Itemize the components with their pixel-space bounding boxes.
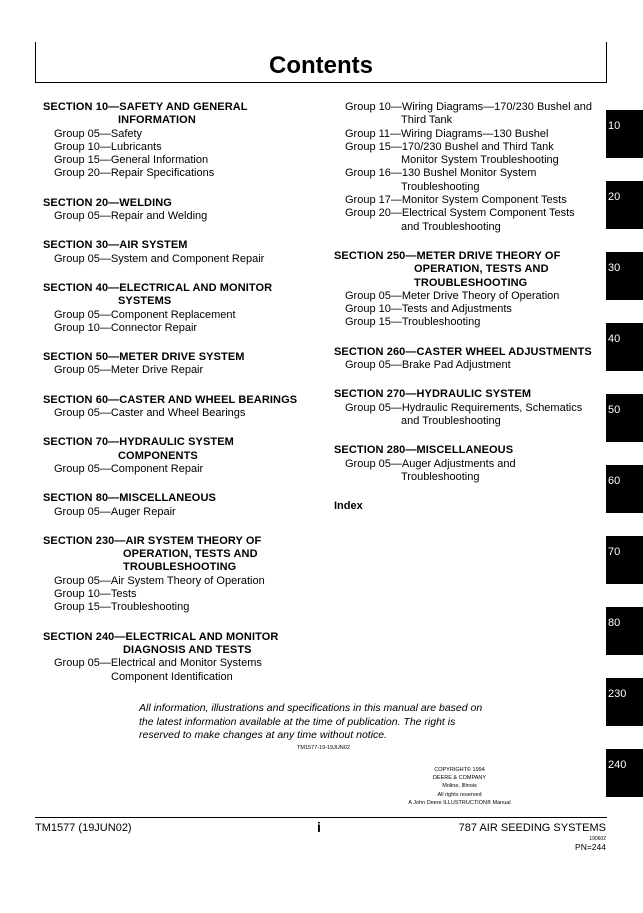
section-heading[interactable] [43, 535, 328, 575]
group-entry[interactable]: Group 05—Caster and Wheel Bearings [54, 407, 246, 420]
section-heading[interactable] [43, 282, 328, 309]
group-entry[interactable]: Group 05—Brake Pad Adjustment [345, 359, 511, 372]
tab-section-50[interactable]: 50 [606, 394, 643, 442]
section-heading-line: SECTION 250—METER DRIVE THEORY OF [334, 249, 561, 262]
section-heading[interactable]: SECTION 270—HYDRAULIC SYSTEM [334, 388, 532, 401]
section-heading-line: OPERATION, TESTS AND [123, 548, 258, 561]
contents-left-column [43, 101, 328, 700]
section-heading-line: TROUBLESHOOTING [123, 561, 237, 574]
tab-section-80[interactable]: 80 [606, 607, 643, 655]
tab-section-60[interactable]: 60 [606, 465, 643, 513]
copyright-line: COPYRIGHT© 1994 [434, 767, 485, 773]
contents-right-column [334, 101, 604, 513]
footer-manual-id: TM1577 (19JUN02) [35, 822, 132, 834]
group-entry[interactable]: Group 05—Component Replacement [54, 308, 236, 321]
section-280 [334, 444, 604, 484]
group-entry[interactable]: Group 05—Meter Drive Theory of Operation [345, 289, 560, 302]
section-heading-line: SYSTEMS [118, 295, 172, 308]
section-70 [43, 436, 328, 476]
section-250 [334, 250, 604, 330]
group-entry[interactable]: Group 05—Repair and Welding [54, 210, 208, 223]
footer-page-number: i [317, 819, 321, 835]
section-heading[interactable] [43, 631, 328, 658]
section-heading-line: SECTION 230—AIR SYSTEM THEORY OF [43, 534, 262, 547]
group-entry[interactable]: Group 05—Meter Drive Repair [54, 364, 204, 377]
tab-section-240[interactable]: 240 [606, 749, 643, 797]
copyright-line: A John Deere ILLUSTRUCTION® Manual [408, 799, 511, 806]
group-entry-line: and Troubleshooting [401, 414, 501, 427]
section-80 [43, 492, 328, 519]
tab-section-230[interactable]: 230 [606, 678, 643, 726]
section-40 [43, 282, 328, 335]
footer-rule [35, 817, 607, 818]
section-240-continued [334, 101, 604, 234]
section-10 [43, 101, 328, 181]
group-entry-line: and Troubleshooting [401, 220, 501, 233]
group-entry[interactable]: Group 15—General Information [54, 154, 209, 167]
index-entry[interactable]: Index [334, 500, 363, 513]
section-heading-line: TROUBLESHOOTING [414, 276, 528, 289]
group-entry-line: Group 05—Auger Adjustments and [345, 457, 516, 470]
group-entry[interactable]: Group 05—Auger Repair [54, 505, 176, 518]
section-heading-line: DIAGNOSIS AND TESTS [123, 643, 252, 656]
group-entry[interactable]: Group 05—Safety [54, 127, 143, 140]
section-heading-line: SECTION 240—ELECTRICAL AND MONITOR [43, 630, 279, 643]
section-heading-line: OPERATION, TESTS AND [414, 263, 549, 276]
section-heading[interactable] [334, 250, 604, 290]
group-entry-line: Group 05—Electrical and Monitor Systems [54, 657, 262, 670]
group-entry-line: Monitor System Troubleshooting [401, 154, 559, 167]
section-heading[interactable]: SECTION 80—MISCELLANEOUS [43, 492, 216, 505]
group-entry[interactable] [334, 458, 604, 485]
group-entry[interactable]: Group 11—Wiring Diagrams—130 Bushel [345, 127, 549, 140]
section-heading[interactable] [43, 436, 328, 463]
disclaimer-line: reserved to make changes at any time without notice. [139, 729, 388, 741]
footer-pn: PN=244 [575, 842, 606, 852]
section-230 [43, 535, 328, 615]
group-entry[interactable] [334, 402, 604, 429]
tab-section-10[interactable]: 10 [606, 110, 643, 158]
tab-section-20[interactable]: 20 [606, 181, 643, 229]
group-entry[interactable]: Group 15—Troubleshooting [54, 601, 190, 614]
copyright-line: Moline, Illinois [442, 783, 477, 790]
section-heading-line: SECTION 70—HYDRAULIC SYSTEM [43, 436, 234, 449]
group-entry-line: Troubleshooting [401, 470, 480, 483]
group-entry[interactable]: Group 10—Connector Repair [54, 321, 198, 334]
section-50 [43, 351, 328, 378]
section-heading-line: SECTION 40—ELECTRICAL AND MONITOR [43, 281, 273, 294]
group-entry[interactable]: Group 17—Monitor System Component Tests [345, 194, 567, 207]
section-260 [334, 346, 604, 373]
disclaimer-line: All information, illustrations and specifications in this manual are based on [139, 702, 483, 714]
tab-section-70[interactable]: 70 [606, 536, 643, 584]
group-entry[interactable] [43, 657, 328, 684]
group-entry[interactable]: Group 20—Repair Specifications [54, 167, 215, 180]
group-entry-line: Group 15—170/230 Bushel and Third Tank [345, 140, 554, 153]
group-entry[interactable] [334, 167, 604, 194]
group-entry-line: Group 10—Wiring Diagrams—170/230 Bushel and [345, 101, 593, 113]
group-entry[interactable]: Group 05—Component Repair [54, 462, 204, 475]
copyright-block [397, 766, 522, 807]
section-270 [334, 388, 604, 428]
disclaimer-text [139, 702, 509, 743]
footer-manual-title: 787 AIR SEEDING SYSTEMS [458, 822, 606, 834]
section-60 [43, 394, 328, 421]
group-entry[interactable] [334, 101, 604, 128]
section-heading-line: COMPONENTS [118, 449, 198, 462]
section-heading[interactable]: SECTION 280—MISCELLANEOUS [334, 444, 514, 457]
group-entry[interactable] [334, 141, 604, 168]
group-entry-line: Group 20—Electrical System Component Tests [345, 207, 575, 220]
group-entry-line: Group 16—130 Bushel Monitor System [345, 167, 537, 180]
disclaimer-line: the latest information available at the time of publication. The right is [139, 715, 456, 728]
section-240 [43, 631, 328, 684]
section-heading-line: SECTION 10—SAFETY AND GENERAL [43, 101, 248, 113]
section-30 [43, 239, 328, 266]
group-entry-line: Troubleshooting [401, 180, 480, 193]
section-heading[interactable]: SECTION 60—CASTER AND WHEEL BEARINGS [43, 393, 298, 406]
copyright-line: All rights reserved [437, 791, 482, 798]
group-entry[interactable]: Group 05—Air System Theory of Operation [54, 574, 265, 587]
group-entry[interactable]: Group 10—Tests and Adjustments [345, 303, 512, 316]
title-rule [35, 82, 607, 83]
section-heading[interactable]: SECTION 50—METER DRIVE SYSTEM [43, 351, 245, 364]
group-entry-line: Third Tank [401, 114, 453, 127]
group-entry[interactable]: Group 10—Lubricants [54, 140, 162, 153]
section-heading[interactable]: SECTION 20—WELDING [43, 196, 172, 209]
group-entry[interactable]: Group 05—System and Component Repair [54, 252, 265, 265]
group-entry[interactable]: Group 10—Tests [54, 588, 137, 601]
tab-section-40[interactable]: 40 [606, 323, 643, 371]
footer-date-code: 190602 [589, 836, 606, 842]
group-entry[interactable] [334, 207, 604, 234]
tab-section-30[interactable]: 30 [606, 252, 643, 300]
copyright-line: DEERE & COMPANY [432, 775, 487, 782]
page-title: Contents [269, 52, 373, 79]
section-heading-line: INFORMATION [118, 114, 196, 127]
group-entry-line: Group 05—Hydraulic Requirements, Schematics [345, 401, 583, 414]
disclaimer-code: TM1577-19-19JUN02 [297, 745, 350, 751]
section-heading[interactable]: SECTION 260—CASTER WHEEL ADJUSTMENTS [334, 345, 592, 358]
section-20 [43, 197, 328, 224]
section-heading[interactable] [43, 101, 328, 128]
section-heading[interactable]: SECTION 30—AIR SYSTEM [43, 239, 188, 252]
group-entry[interactable]: Group 15—Troubleshooting [345, 316, 481, 329]
group-entry-line: Component Identification [111, 670, 233, 683]
